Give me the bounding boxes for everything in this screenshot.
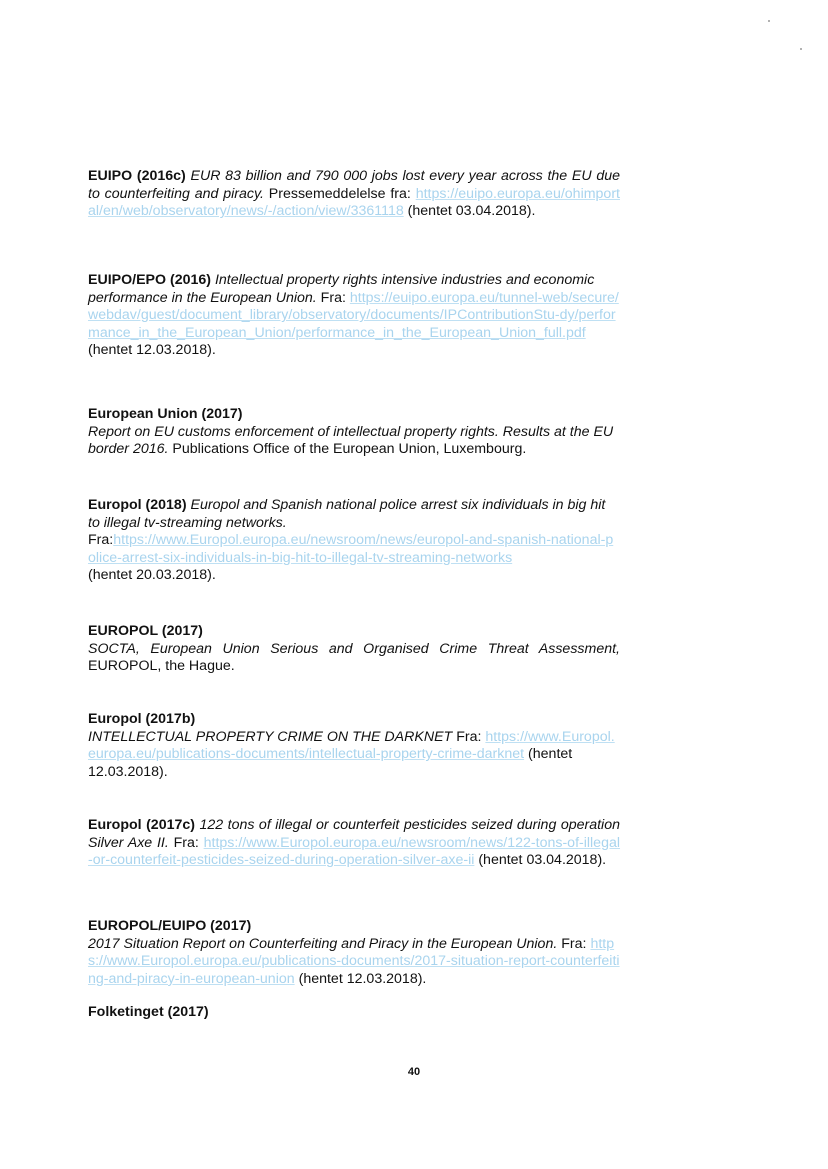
- reference-europol-2017: [88, 623, 620, 676]
- retrieved-date: (hentet 12.03.2018).: [88, 342, 216, 359]
- reference-head: Europol (2017b): [88, 711, 196, 727]
- reference-folketinget-2017: [88, 1004, 620, 1022]
- reference-europol-2017c: [88, 817, 620, 870]
- scan-speck: [768, 20, 770, 22]
- reference-head: EUROPOL/EUIPO (2017): [88, 918, 252, 934]
- reference-head: EUIPO (2016c): [88, 168, 186, 184]
- reference-europol-2017b: [88, 711, 620, 781]
- reference-title: INTELLECTUAL PROPERTY CRIME ON THE DARKNET: [88, 728, 453, 745]
- reference-head: EUROPOL (2017): [88, 623, 203, 639]
- reference-text: Fra:: [456, 728, 482, 745]
- reference-link[interactable]: https://www.Europol.europa.eu/newsroom/news/europol-and-spanish-national-police-arrest-six-individuals-in-big-hit-to-illegal-tv-streaming-networks: [88, 532, 614, 566]
- reference-eu-2017: [88, 406, 620, 459]
- retrieved-date: (hentet 20.03.2018).: [88, 567, 216, 584]
- retrieved-date: (hentet 03.04.2018).: [407, 203, 536, 220]
- retrieved-date: (hentet 12.03.2018).: [88, 746, 573, 780]
- reference-title: 2017 Situation Report on Counterfeiting and Piracy in the European Union.: [88, 935, 558, 952]
- reference-title: SOCTA, European Union Serious and Organised Crime Threat Assessment,: [88, 640, 620, 657]
- reference-text: Fra:: [561, 935, 587, 952]
- reference-link[interactable]: https://euipo.europa.eu/ohimportal/en/web/observatory/news/-/action/view/3361118: [88, 185, 620, 220]
- reference-text: Fra:: [320, 289, 346, 306]
- reference-title: 122 tons of illegal or counterfeit pesticides seized during operation Silver Axe II.: [88, 817, 620, 851]
- reference-title: Europol and Spanish national police arrest six individuals in big hit to illegal tv-streaming networks.: [88, 497, 606, 531]
- reference-title: Intellectual property rights intensive industries and economic performance in the European Union.: [88, 272, 595, 306]
- reference-head: Europol (2017c): [88, 817, 195, 833]
- reference-text: Fra:: [88, 532, 114, 549]
- retrieved-date: (hentet 12.03.2018).: [298, 970, 427, 987]
- reference-head: EUIPO/EPO (2016): [88, 272, 212, 288]
- reference-link[interactable]: https://www.Europol.europa.eu/publications-documents/intellectual-property-crime-darknet: [88, 728, 615, 763]
- reference-title: EUR 83 billion and 790 000 jobs lost every year across the EU due to counterfeiting and piracy.: [88, 168, 620, 202]
- retrieved-date: (hentet 03.04.2018).: [478, 852, 607, 869]
- reference-text: Publications Office of the European Union, Luxembourg.: [172, 441, 527, 458]
- reference-head: Folketinget (2017): [88, 1004, 209, 1020]
- reference-euipo-epo-2016: [88, 272, 620, 360]
- reference-link[interactable]: https://euipo.europa.eu/tunnel-web/secure/webdav/guest/document_library/observatory/documents/IPContributionStu-dy/performance_in_the_European_Union/performance_in_the_European_Union_full.pdf: [88, 289, 619, 341]
- reference-head: European Union (2017): [88, 406, 243, 422]
- reference-text: Fra:: [173, 834, 199, 851]
- page-number: 40: [407, 1066, 421, 1078]
- scan-speck: [800, 48, 802, 50]
- reference-europol-euipo-2017: [88, 918, 620, 988]
- reference-euipo-2016c: [88, 168, 620, 221]
- reference-text: EUROPOL, the Hague.: [88, 658, 235, 675]
- reference-head: Europol (2018): [88, 497, 187, 513]
- reference-link[interactable]: https://www.Europol.europa.eu/newsroom/news/122-tons-of-illegal-or-counterfeit-pesticides-seized-during-operation-silver-axe-ii: [88, 834, 621, 869]
- reference-text: Pressemeddelelse fra:: [268, 185, 411, 202]
- reference-europol-2018: [88, 497, 620, 585]
- reference-link[interactable]: https://www.Europol.europa.eu/publications-documents/2017-situation-report-counterfeiting-and-piracy-in-european-union: [88, 935, 620, 987]
- reference-title: Report on EU customs enforcement of intellectual property rights. Results at the EU border 2016.: [88, 423, 614, 458]
